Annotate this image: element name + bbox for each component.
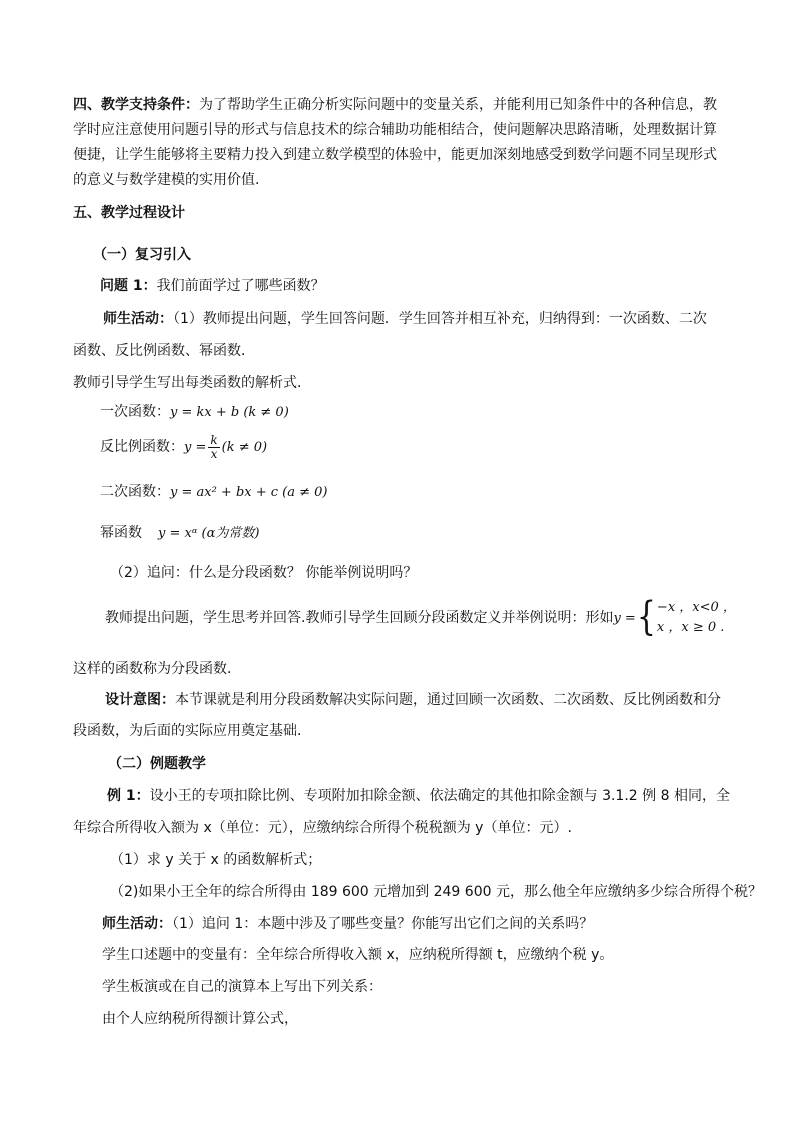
formula-inverse-lhs: y = — [184, 440, 207, 455]
formula-inverse-fraction — [208, 434, 219, 461]
design-intent-label: 设计意图： — [105, 692, 175, 708]
formula-text: 由个人应纳税所得额计算公式， — [102, 1011, 298, 1027]
activity2-text: （1）追问 1：本题中涉及了哪些变量？你能写出它们之间的关系吗？ — [172, 916, 594, 932]
activity1-cont: 函数、反比例函数、幂函数． — [73, 343, 255, 359]
question1 — [100, 276, 325, 296]
example1-text: 设小王的专项扣除比例、专项附加扣除金额、依法确定的其他扣除金额与 3.1.2 例 8 相同，全 — [149, 788, 730, 804]
design-intent-cont: 段函数，为后面的实际应用奠定基础． — [73, 723, 311, 739]
example1-cont: 年综合所得收入额为 x（单位：元），应缴纳综合所得个税税额为 y（单位：元）. — [73, 820, 572, 836]
formula-inverse-cond: (k ≠ 0) — [221, 440, 268, 455]
section4-text: 为了帮助学生正确分析实际问题中的变量关系，并能利用已知条件中的各种信息，教 — [199, 97, 717, 113]
piecewise-cases — [657, 598, 736, 638]
section4-line3: 便捷，让学生能够将主要精力投入到建立数学模型的体验中，能更加深刻地感受到数学问题不同呈现形式 — [73, 147, 717, 163]
section4-heading: 四、教学支持条件： — [73, 97, 199, 113]
board-text: 学生板演或在自己的演算本上写出下列关系： — [102, 979, 382, 995]
piecewise-lhs: y = — [613, 611, 636, 626]
formula-quadratic-expr: y = ax² + bx + c (a ≠ 0) — [170, 485, 328, 500]
piecewise-conclusion: 这样的函数称为分段函数． — [73, 661, 241, 677]
question1-label: 问题 1： — [100, 278, 157, 294]
design-intent — [105, 690, 721, 710]
activity2-label: 师生活动： — [102, 916, 172, 932]
fraction-denominator: x — [210, 446, 218, 461]
formula-power — [100, 523, 259, 544]
piecewise-row2: x ，x ≥ 0 . — [656, 620, 725, 635]
piecewise-line — [105, 594, 736, 641]
formula-power-expr: y = xᵅ (α为常数) — [158, 526, 260, 541]
activity2 — [102, 914, 593, 934]
example1 — [107, 786, 730, 806]
part1-heading: （一）复习引入 — [93, 247, 191, 263]
piecewise-intro: 教师提出问题，学生思考并回答.教师引导学生回顾分段函数定义并举例说明：形如 — [105, 610, 614, 626]
activity1-label: 师生活动： — [103, 311, 173, 327]
guide-text: 教师引导学生写出每类函数的解析式． — [73, 375, 311, 391]
section4-line2: 学时应注意使用问题引导的形式与信息技术的综合辅助功能相结合，使问题解决思路清晰，处理数据计算 — [73, 122, 717, 138]
fraction-numerator: k — [210, 432, 218, 447]
part2-heading: （二）例题教学 — [108, 756, 206, 772]
formula-quadratic — [100, 482, 328, 503]
formula-power-name: 幂函数 — [100, 525, 142, 541]
example1-q1: （1）求 y 关于 x 的函数解析式； — [110, 852, 322, 868]
formula-quadratic-name: 二次函数： — [100, 484, 170, 500]
brace-icon: { — [636, 594, 656, 641]
example1-label: 例 1： — [107, 788, 150, 804]
variables-text: 学生口述题中的变量有：全年综合所得收入额 x，应纳税所得额 t，应缴纳个税 y。 — [102, 947, 614, 963]
piecewise-row1: −x ，x<0 ， — [656, 600, 736, 615]
section4-line1 — [73, 95, 717, 115]
formula-linear-expr: y = kx + b (k ≠ 0) — [170, 405, 289, 420]
section5-heading: 五、教学过程设计 — [73, 205, 185, 221]
formula-linear-name: 一次函数： — [100, 404, 170, 420]
question2: （2）追问：什么是分段函数？ 你能举例说明吗？ — [110, 565, 418, 581]
activity1 — [103, 309, 707, 329]
section4-line4: 的意义与数学建模的实用价值. — [73, 172, 260, 188]
example1-q2: （2)如果小王全年的综合所得由 189 600 元增加到 249 600 元，那么他全年应缴纳多少综合所得个税？ — [110, 884, 762, 900]
formula-linear — [100, 402, 289, 423]
activity1-text: （1）教师提出问题，学生回答问题．学生回答并相互补充，归纳得到：一次函数、二次 — [173, 311, 707, 327]
design-intent-text: 本节课就是利用分段函数解决实际问题，通过回顾一次函数、二次函数、反比例函数和分 — [175, 692, 721, 708]
formula-inverse — [100, 432, 267, 463]
question1-text: 我们前面学过了哪些函数？ — [156, 278, 325, 294]
formula-inverse-name: 反比例函数： — [100, 439, 184, 455]
